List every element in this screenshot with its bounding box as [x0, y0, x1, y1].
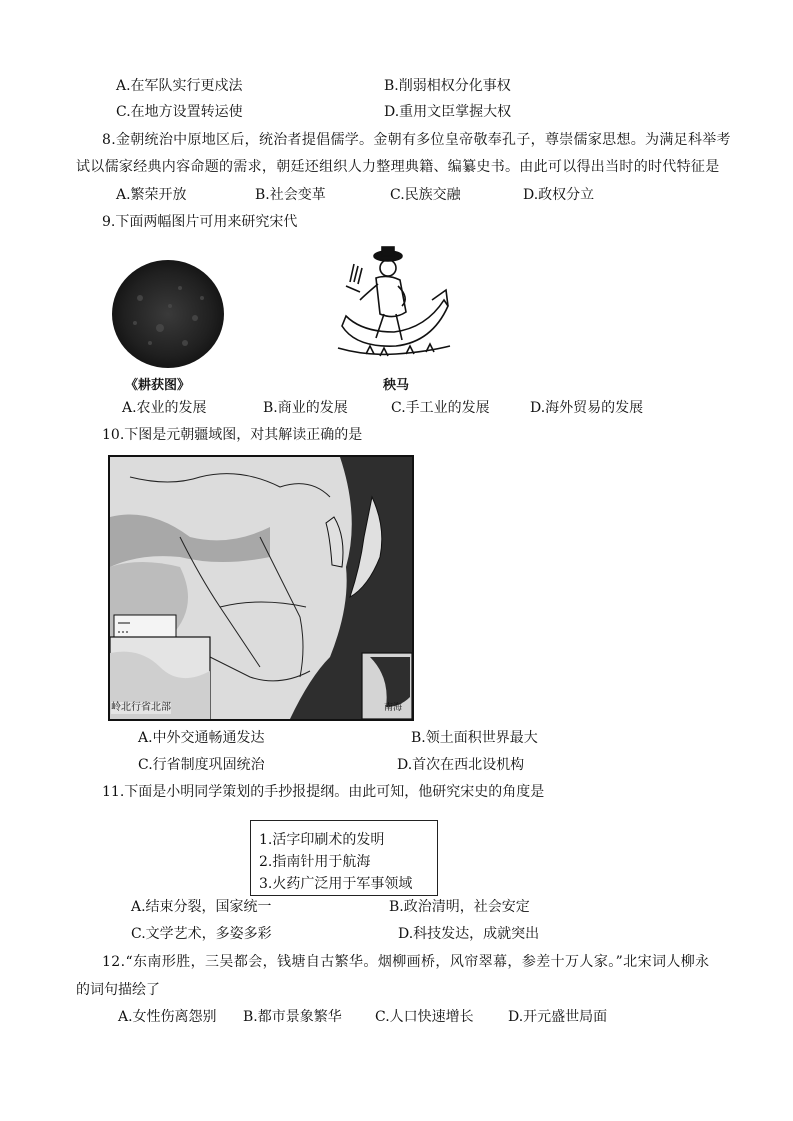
rice-seedling-horse-illustration — [336, 242, 452, 366]
q12-option-b: B.都市景象繁华 — [243, 1009, 342, 1025]
q9-option-c: C.手工业的发展 — [391, 400, 490, 416]
map-inset-label: 岭北行省北部 — [111, 702, 171, 713]
q10-option-b: B.领土面积世界最大 — [411, 730, 538, 746]
q8-option-b: B.社会变革 — [255, 187, 326, 203]
plowing-harvest-painting — [110, 258, 226, 370]
q8-option-a: A.繁荣开放 — [116, 187, 187, 203]
q7-option-c: C.在地方设置转运使 — [116, 104, 243, 120]
painting-caption: 《耕获图》 — [125, 378, 191, 393]
outline-item: 2.指南针用于航海 — [259, 854, 371, 870]
q9-option-d: D.海外贸易的发展 — [530, 400, 644, 416]
q12-stem-line1: 12.“东南形胜，三吴都会，钱塘自古繁华。烟柳画桥，风帘翠幕，参差十万人家。”北宋词人柳永 — [102, 954, 710, 970]
q7-option-d: D.重用文臣掌握大权 — [384, 104, 512, 120]
map-inset2-label: 南海 — [384, 703, 403, 713]
q9-stem: 9.下面两幅图片可用来研究宋代 — [102, 214, 298, 230]
outline-item: 1.活字印刷术的发明 — [259, 832, 385, 848]
q10-option-d: D.首次在西北设机构 — [397, 757, 525, 773]
q8-option-d: D.政权分立 — [523, 187, 595, 203]
newsletter-outline-box — [250, 820, 438, 896]
q12-option-d: D.开元盛世局面 — [508, 1009, 608, 1025]
q11-option-d: D.科技发达，成就突出 — [398, 926, 540, 942]
q8-option-c: C.民族交融 — [390, 187, 461, 203]
outline-item: 3.火药广泛用于军事领域 — [259, 876, 413, 892]
seedling-horse-caption: 秧马 — [383, 378, 410, 393]
q7-option-a: A.在军队实行更戍法 — [116, 78, 243, 94]
q9-option-a: A.农业的发展 — [122, 400, 207, 416]
q10-option-a: A.中外交通畅通发达 — [138, 730, 265, 746]
q12-option-a: A.女性伤离怨别 — [118, 1009, 217, 1025]
q12-stem-line2: 的词句描绘了 — [76, 982, 160, 998]
q11-option-a: A.结束分裂，国家统一 — [131, 899, 272, 915]
q7-option-b: B.削弱相权分化事权 — [384, 78, 511, 94]
q8-stem-line2: 试以儒家经典内容命题的需求，朝廷还组织人力整理典籍、编纂史书。由此可以得出当时的时代特征是 — [76, 159, 720, 175]
q11-option-c: C.文学艺术，多姿多彩 — [131, 926, 272, 942]
q9-option-b: B.商业的发展 — [263, 400, 348, 416]
q10-stem: 10.下图是元朝疆域图，对其解读正确的是 — [102, 427, 363, 443]
q11-option-b: B.政治清明，社会安定 — [389, 899, 530, 915]
q12-option-c: C.人口快速增长 — [375, 1009, 474, 1025]
yuan-dynasty-territory-map — [108, 455, 414, 721]
q11-stem: 11.下面是小明同学策划的手抄报提纲。由此可知，他研究宋史的角度是 — [102, 784, 545, 800]
q10-option-c: C.行省制度巩固统治 — [138, 757, 265, 773]
q8-stem-line1: 8.金朝统治中原地区后，统治者提倡儒学。金朝有多位皇帝敬奉孔子，尊崇儒家思想。为满足科举考 — [102, 132, 731, 148]
